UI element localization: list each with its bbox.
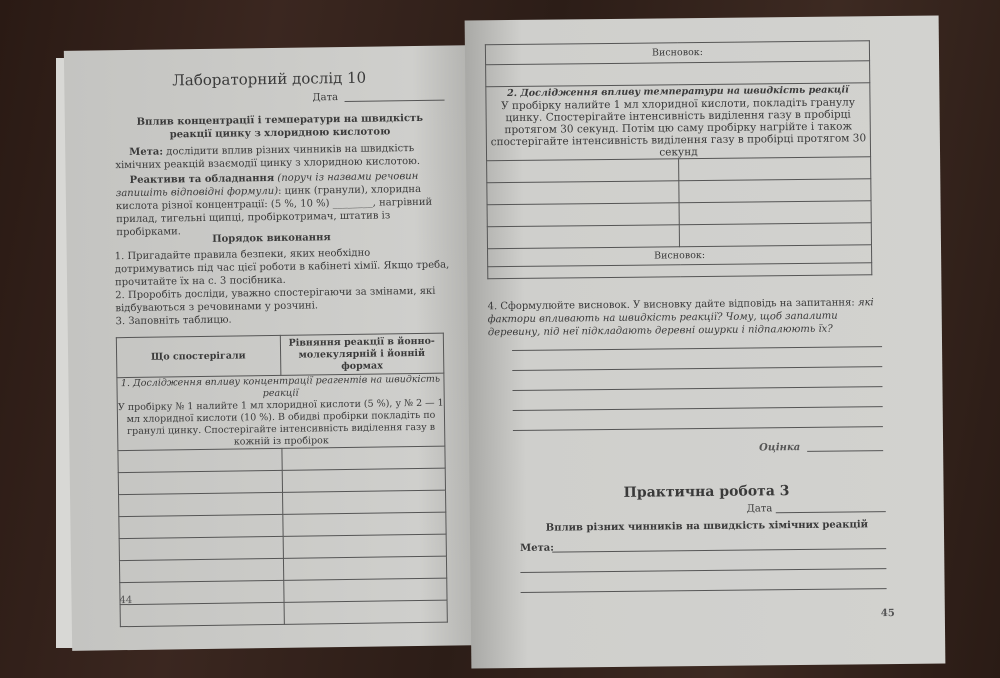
- answer-cell[interactable]: [283, 556, 447, 580]
- answer-cell[interactable]: [282, 468, 446, 492]
- date-label: Дата: [312, 92, 339, 104]
- answer-cell[interactable]: [282, 490, 446, 514]
- page-number: 44: [119, 594, 133, 607]
- answer-cell[interactable]: [284, 600, 448, 624]
- answer-line[interactable]: [513, 426, 883, 431]
- section-1: [117, 373, 445, 451]
- topic: Вплив концентрації і температури на швидкість реакції цинку з хлоридною кислотою: [136, 112, 424, 141]
- section-1-title: 1. Дослідження впливу концентрації реагентів на швидкість реакції: [120, 373, 441, 400]
- answer-cell[interactable]: [281, 446, 445, 470]
- answer-line[interactable]: [513, 406, 883, 411]
- right-page: [465, 16, 946, 669]
- observation-table-continued: [485, 40, 872, 279]
- step-4-question: які фактори впливають на швидкість реакції? Чому, щоб запалити деревину, під неї підкладають деревні ошурки і підпалюють їх?: [487, 297, 874, 339]
- answer-cell[interactable]: [282, 512, 446, 536]
- date-line: [345, 100, 445, 102]
- answer-cell[interactable]: [119, 514, 283, 538]
- conclusion-label: Висновок:: [485, 41, 869, 65]
- answer-cell[interactable]: [119, 536, 283, 560]
- step-4-text: 4. Сформулюйте висновок. У висновку дайте відповідь на запитання:: [487, 297, 855, 313]
- goal-line[interactable]: [552, 548, 886, 552]
- date-label: Дата: [746, 503, 773, 515]
- grade-label: Оцінка: [759, 442, 801, 454]
- section-1-text: У пробірку № 1 налийте 1 мл хлоридної кислоти (5 %), у № 2 — 1 мл хлоридної кислоти (10 %). В обидві пробірки покладіть по гранулі цинку. Спостерігайте інтенсивність виділення газу в кожній із пробірок: [117, 397, 444, 448]
- grade-line[interactable]: [807, 450, 883, 452]
- answer-cell[interactable]: [679, 201, 871, 225]
- reagents-text: : цинк (гранули), хлоридна кислота різної концентрації: (5 %, 10 %) ________, нагрівний прилад, тигельні щипці, пробіркотримач, штатив із пробірками.: [115, 183, 433, 239]
- col-header-observed: Що спостерігали: [116, 335, 280, 377]
- section-2-title: 2. Дослідження впливу температури на швидкість реакції: [507, 83, 849, 99]
- section-2-text: У пробірку налийте 1 мл хлоридної кислоти, покладіть гранулу цинку. Спостерігайте інтенсивність виділення газу в пробірці протягом 30 секунд. Потім цю саму пробірку нагрійте і також спостерігайте інтенсивність виділення газу в пробірці протягом 30 секунд: [490, 95, 867, 158]
- goal-label: Мета:: [520, 542, 555, 554]
- answer-cell[interactable]: [283, 578, 447, 602]
- answer-cell[interactable]: [487, 181, 679, 205]
- goal-label: Мета:: [129, 146, 164, 158]
- procedure-title: Порядок виконання: [212, 232, 331, 245]
- answer-cell[interactable]: [120, 602, 284, 626]
- date-line[interactable]: [776, 511, 886, 513]
- conclusion-label-2: Висновок:: [488, 245, 872, 267]
- observation-table: [116, 333, 448, 628]
- answer-cell[interactable]: [283, 534, 447, 558]
- answer-cell[interactable]: [119, 492, 283, 516]
- answer-line[interactable]: [512, 366, 882, 371]
- answer-line[interactable]: [512, 346, 882, 351]
- answer-cell[interactable]: [487, 225, 679, 249]
- reagents-note: (поруч із назвами речовин запишіть відповідні формули): [115, 170, 419, 200]
- goal-line[interactable]: [521, 588, 887, 593]
- answer-cell[interactable]: [118, 448, 282, 472]
- page-title: Лабораторний дослід 10: [172, 68, 367, 90]
- left-page: [64, 45, 482, 651]
- goal-text: дослідити вплив різних чинників на швидкість хімічних реакцій взаємодії цинку з хлоридною кислотою.: [115, 143, 421, 172]
- step-2: 2. Проробіть досліди, уважно спостерігаючи за змінами, які відбуваються з речовинами у розчині.: [115, 285, 436, 315]
- practical-topic: Вплив різних чинників на швидкість хімічних реакцій: [545, 519, 869, 534]
- practical-title: Практична робота 3: [623, 483, 790, 501]
- goal: [115, 142, 450, 173]
- steps-list: [115, 246, 451, 329]
- col-header-equation: Рівняння реакції в йонно-молекулярній і йонній формах: [280, 333, 444, 375]
- answer-line[interactable]: [512, 386, 882, 391]
- step-3: 3. Заповніть таблицю.: [115, 314, 232, 328]
- answer-cell[interactable]: [679, 223, 871, 247]
- reagents-label: Реактиви та обладнання: [129, 172, 275, 186]
- answer-cell[interactable]: [487, 203, 679, 227]
- reagents: [116, 170, 452, 240]
- section-2: [486, 83, 871, 161]
- answer-cell[interactable]: [119, 558, 283, 582]
- page-number: 45: [880, 608, 895, 620]
- answer-cell[interactable]: [679, 157, 871, 181]
- answer-cell[interactable]: [119, 580, 284, 607]
- step-4: [488, 296, 878, 339]
- answer-cell[interactable]: [487, 159, 679, 183]
- answer-cell[interactable]: [118, 470, 282, 494]
- answer-cell[interactable]: [679, 179, 871, 203]
- step-1: 1. Пригадайте правила безпеки, яких необхідно дотримуватись під час цієї роботи в кабінеті хімії. Якщо треба, прочитайте їх на с. 3 посібника.: [114, 247, 450, 289]
- goal-line[interactable]: [520, 568, 886, 573]
